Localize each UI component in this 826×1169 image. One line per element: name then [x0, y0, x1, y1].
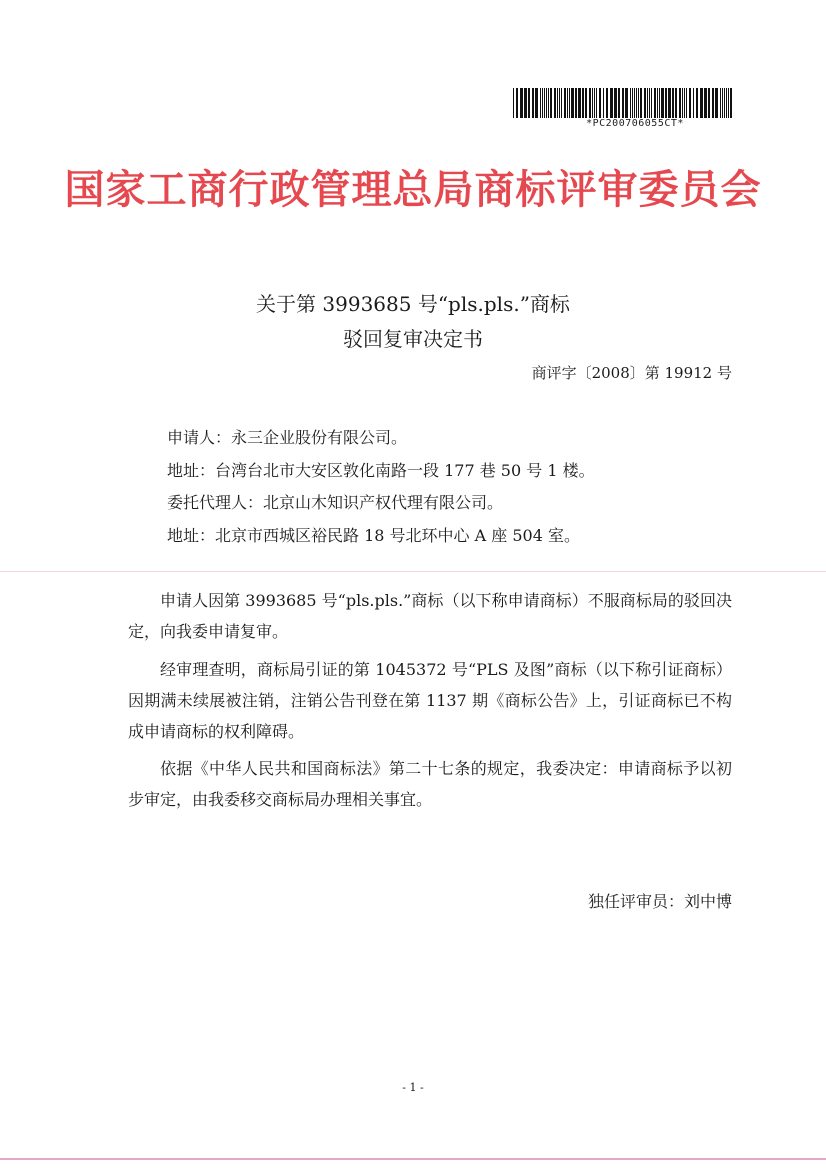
bottom-border-line — [0, 1158, 826, 1160]
barcode — [513, 88, 733, 118]
applicant: 申请人：永三企业股份有限公司。 — [167, 428, 408, 447]
body-paragraph: 依据《中华人民共和国商标法》第二十七条的规定，我委决定：申请商标予以初步审定，由我委移交商标局办理相关事宜。 — [128, 759, 732, 809]
agent: 委托代理人：北京山木知识产权代理有限公司。 — [167, 493, 504, 512]
barcode-code: *PC200706055CT* — [586, 118, 684, 129]
document-number: 商评字〔2008〕第 19912 号 — [531, 364, 732, 382]
scan-line — [0, 571, 826, 572]
applicant-address: 地址：台湾台北市大安区敦化南路一段 177 巷 50 号 1 楼。 — [167, 461, 595, 480]
agency-header: 国家工商行政管理总局商标评审委员会 — [64, 167, 762, 213]
body-paragraph: 经审理查明，商标局引证的第 1045372 号“PLS 及图”商标（以下称引证商标）因期满未续展被注销，注销公告刊登在第 1137 期《商标公告》上，引证商标已不构成申请商标的权利障碍。 — [128, 660, 732, 741]
document-title: 关于第 3993685 号“pls.pls.”商标 — [256, 292, 570, 316]
agent-address: 地址：北京市西城区裕民路 18 号北环中心 A 座 504 室。 — [167, 526, 580, 545]
body-paragraph: 申请人因第 3993685 号“pls.pls.”商标（以下称申请商标）不服商标局的驳回决定，向我委申请复审。 — [128, 591, 732, 641]
page-number: - 1 - — [402, 1081, 424, 1094]
signature: 独任评审员：刘中博 — [587, 892, 732, 911]
document-subtitle: 驳回复审决定书 — [343, 327, 483, 351]
